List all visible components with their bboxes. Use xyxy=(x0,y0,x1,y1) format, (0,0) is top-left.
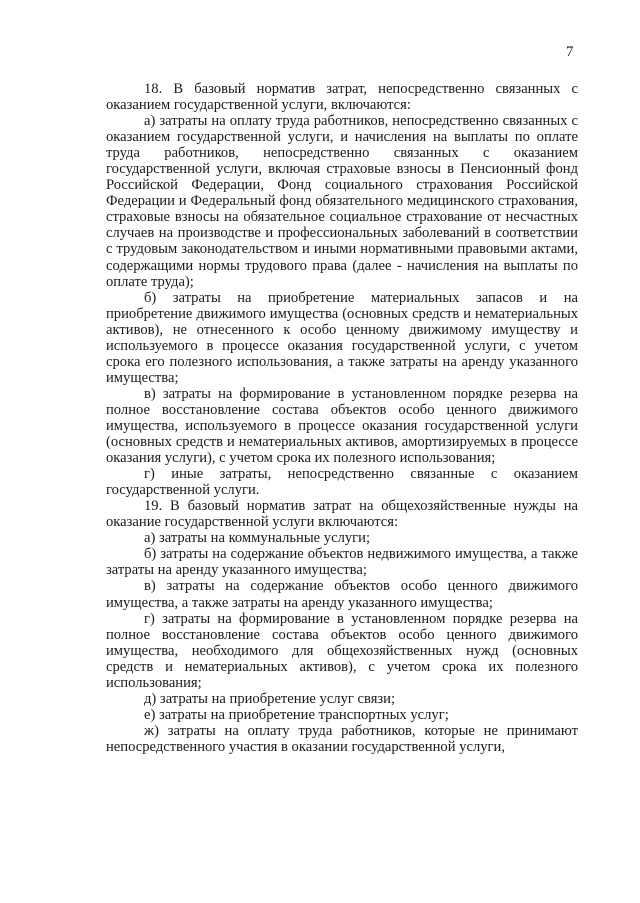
paragraph-19-g: г) затраты на формирование в установленном порядке резерва на полное восстановление состава объектов особо ценного движимого имущества, необходимого для общехозяйственных нужд (основных средств и нематериальных активов), с учетом срока их полезного использования; xyxy=(106,610,578,691)
paragraph-18-b: б) затраты на приобретение материальных запасов и на приобретение движимого имущества (основных средств и нематериальных активов), не отнесенного к особо ценному движимому имуществу и используемого в процессе оказания государственной услуги, с учетом срока его полезного использования, а также затраты на аренду указанного имущества; xyxy=(106,289,578,386)
paragraph-19-d: д) затраты на приобретение услуг связи; xyxy=(144,690,396,707)
paragraph-19-b: б) затраты на содержание объектов недвижимого имущества, а также затраты на аренду указанного имущества; xyxy=(106,546,578,579)
paragraph-18-g: г) иные затраты, непосредственно связанные с оказанием государственной услуги. xyxy=(106,466,578,499)
paragraph-19-v: в) затраты на содержание объектов особо ценного движимого имущества, а также затраты на аренду указанного имущества; xyxy=(106,578,578,611)
paragraph-18-v: в) затраты на формирование в установленном порядке резерва на полное восстановление состава объектов особо ценного движимого имущества, используемого в процессе оказания государственной услуги (основных средств и нематериальных активов, амортизируемых в процессе оказания услуги), с учетом срока их полезного использования; xyxy=(106,385,578,467)
paragraph-19-heading: 19. В базовый норматив затрат на общехозяйственные нужды на оказание государственной услуги включаются: xyxy=(106,498,578,531)
paragraph-18-a: а) затраты на оплату труда работников, непосредственно связанных с оказанием государственной услуги, и начисления на выплаты по оплате труда работников, непосредственно связанных с оказанием государственной услуги, включая страховые взносы в Пенсионный фонд Российской Федерации, Фонд социального страхования Российской Федерации и Федеральный фонд обязательного медицинского страхования, страховые взносы на обязательное социальное страхование от несчастных случаев на производстве и профессиональных заболеваний в соответствии с трудовым законодательством и иными нормативными правовыми актами, содержащими нормы трудового права (далее - начисления на выплаты по оплате труда); xyxy=(106,113,578,290)
document-body xyxy=(106,81,578,755)
paragraph-19-zh: ж) затраты на оплату труда работников, которые не принимают непосредственного участия в оказании государственной услуги, xyxy=(106,722,578,755)
paragraph-18-heading: 18. В базовый норматив затрат, непосредственно связанных с оказанием государственной услуги, включаются: xyxy=(106,81,578,114)
paragraph-19-a: а) затраты на коммунальные услуги; xyxy=(144,530,371,547)
paragraph-19-e: е) затраты на приобретение транспортных услуг; xyxy=(144,706,449,723)
page-number: 7 xyxy=(566,44,574,60)
